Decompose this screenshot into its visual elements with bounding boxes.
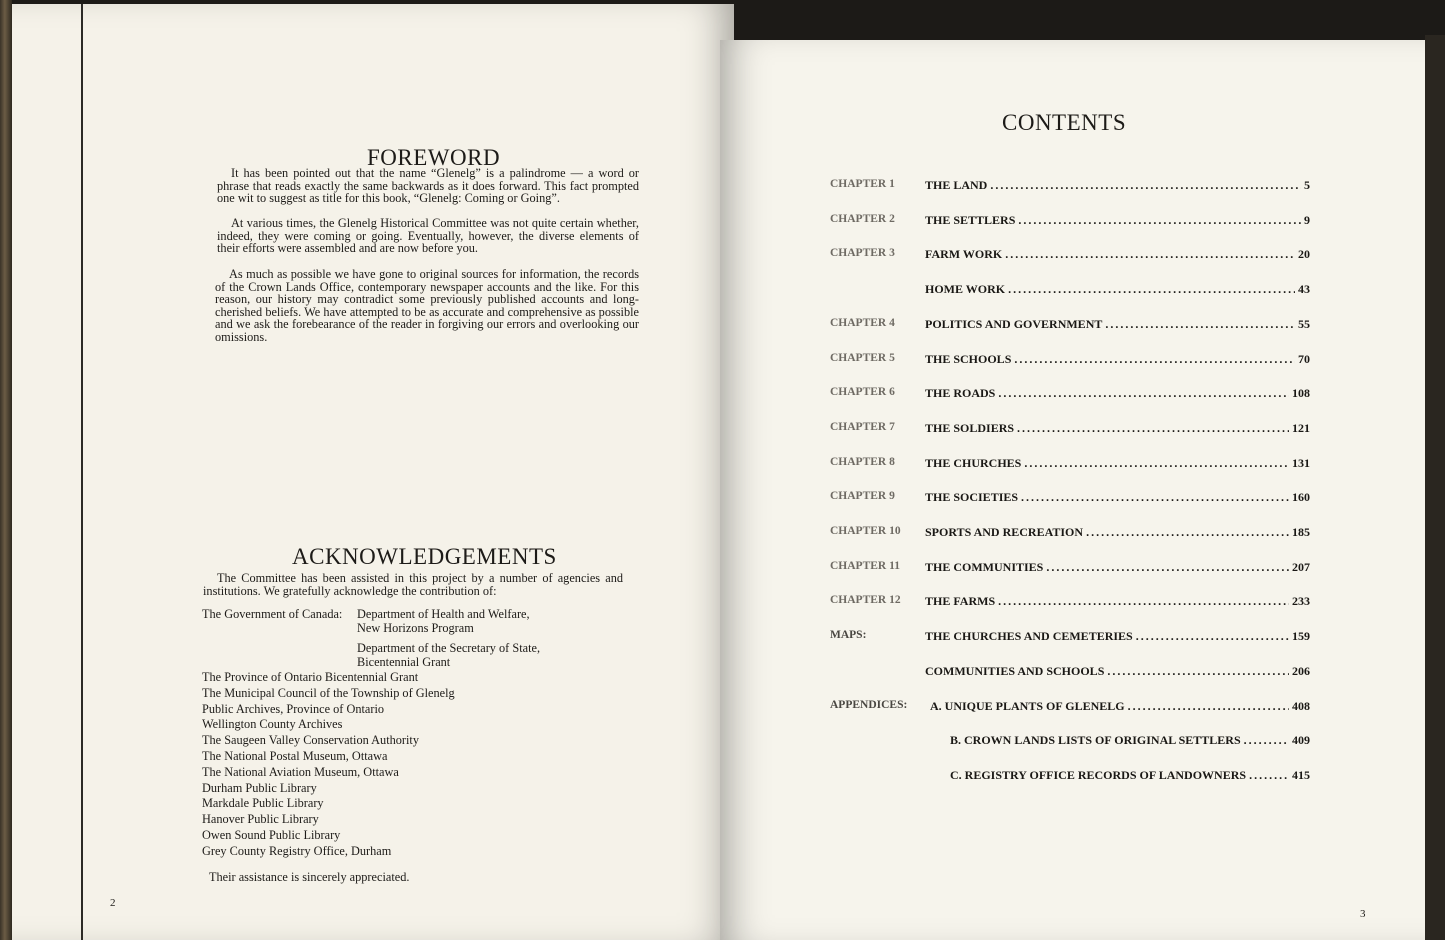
toc-entry-label: CHAPTER 1 (830, 178, 895, 190)
toc-entry-page: 409 (1292, 733, 1310, 748)
toc-entry-label: CHAPTER 6 (830, 386, 895, 399)
toc-entry (830, 699, 1310, 717)
contents-title: CONTENTS (1002, 110, 1127, 135)
government-dept: Department of the Secretary of State, (357, 641, 541, 655)
foreword-paragraph-2: At various times, the Glenelg Historical Committee was not quite certain whether, indeed, they were coming or going. Eventually, however, the diverse elements of their efforts were assembled and are now before you. (217, 216, 639, 255)
toc-entry-label: CHAPTER 4 (830, 316, 895, 329)
toc-entry-page: 415 (1292, 767, 1310, 782)
toc-entry-label: CHAPTER 10 (830, 525, 901, 537)
toc-dot-leader (990, 178, 1301, 193)
toc-entry-page: 206 (1292, 663, 1310, 678)
toc-entry-title: B. CROWN LANDS LISTS OF ORIGINAL SETTLERS (950, 733, 1241, 748)
toc-entry-title: FARM WORK (925, 247, 1003, 262)
toc-dot-leader (1021, 490, 1289, 505)
toc-entry-page: 108 (1292, 386, 1310, 401)
toc-entry (830, 213, 1310, 231)
left-page-number: 2 (110, 897, 116, 909)
toc-dot-leader (1024, 456, 1289, 471)
toc-entry (830, 733, 1310, 751)
toc-dot-leader (1107, 664, 1289, 679)
toc-entry-page: 207 (1292, 559, 1310, 574)
toc-entry-label: CHAPTER 8 (830, 455, 895, 468)
toc-entry (830, 352, 1310, 370)
acknowledgements-title: ACKNOWLEDGEMENTS (292, 544, 557, 569)
government-of-canada-entry (202, 607, 622, 670)
toc-entry-title: C. REGISTRY OFFICE RECORDS OF LANDOWNERS (950, 767, 1247, 782)
government-dept: Department of Health and Welfare, (357, 607, 530, 621)
toc-dot-leader (998, 386, 1289, 401)
toc-entry (830, 664, 1310, 682)
toc-entry (830, 594, 1310, 612)
toc-entry (830, 317, 1310, 335)
toc-entry (830, 178, 1310, 196)
toc-entry (830, 525, 1310, 543)
contributor-item: Markdale Public Library (202, 796, 324, 811)
toc-entry-page: 9 (1304, 212, 1310, 227)
toc-dot-leader (1008, 282, 1295, 297)
toc-entry-label: APPENDICES: (830, 698, 908, 711)
toc-entry-title: THE SOCIETIES (925, 490, 1019, 505)
toc-entry-title: THE COMMUNITIES (925, 559, 1044, 574)
toc-entry-title: COMMUNITIES AND SCHOOLS (925, 663, 1105, 678)
contributor-item: The Saugeen Valley Conservation Authority (202, 733, 419, 748)
toc-entry (830, 560, 1310, 578)
toc-entry (830, 247, 1310, 265)
toc-entry-title: THE SOLDIERS (925, 420, 1015, 435)
toc-entry-title: THE ROADS (925, 386, 996, 401)
toc-dot-leader (1105, 317, 1295, 332)
toc-entry (830, 629, 1310, 647)
toc-entry-page: 5 (1304, 178, 1310, 192)
toc-entry-label: CHAPTER 11 (830, 559, 900, 572)
contributor-item: The National Aviation Museum, Ottawa (202, 764, 399, 779)
toc-dot-leader (1244, 733, 1289, 748)
toc-entry-label: CHAPTER 5 (830, 351, 895, 364)
contributor-item: Public Archives, Province of Ontario (202, 701, 385, 716)
contributor-item: Grey County Registry Office, Durham (202, 843, 392, 858)
toc-dot-leader (1249, 768, 1289, 783)
toc-dot-leader (1017, 421, 1289, 436)
contributor-item: The Municipal Council of the Township of Glenelg (202, 685, 455, 700)
toc-entry-label: CHAPTER 7 (830, 420, 895, 433)
toc-entry-label: CHAPTER 9 (830, 490, 895, 503)
contributor-item: The National Postal Museum, Ottawa (202, 748, 388, 763)
toc-dot-leader (998, 594, 1289, 609)
foreword-paragraph-1: It has been pointed out that the name “Glenelg” is a palindrome — a word or phrase that reads exactly the same backwards as it does forward. This fact prompted one wit to suggest as title for this book, “Glenelg: Coming or Going”. (217, 166, 639, 205)
toc-dot-leader (1014, 352, 1295, 367)
toc-entry-label: CHAPTER 2 (830, 212, 895, 225)
foreword-title: FOREWORD (367, 145, 501, 170)
toc-entry-page: 55 (1298, 316, 1310, 331)
contributor-item: The Province of Ontario Bicentennial Grant (202, 670, 419, 684)
government-dept: Bicentennial Grant (357, 655, 451, 669)
toc-entry-page: 185 (1292, 525, 1310, 539)
toc-entry-title: A. UNIQUE PLANTS OF GLENELG (930, 698, 1125, 713)
government-dept: New Horizons Program (357, 621, 474, 635)
toc-entry (830, 456, 1310, 474)
toc-dot-leader (1086, 525, 1289, 540)
toc-entry-title: THE SETTLERS (925, 212, 1016, 227)
toc-entry-page: 43 (1298, 282, 1310, 297)
toc-entry-page: 121 (1292, 420, 1310, 435)
government-label: The Government of Canada: (202, 607, 343, 621)
toc-entry-page: 131 (1292, 455, 1310, 470)
toc-entry-page: 20 (1298, 247, 1310, 262)
toc-entry (830, 490, 1310, 508)
toc-entry-title: HOME WORK (925, 282, 1006, 297)
right-page-number: 3 (1360, 908, 1366, 920)
contributor-item: Durham Public Library (202, 780, 317, 795)
contributor-item: Wellington County Archives (202, 717, 343, 732)
contributor-item: Hanover Public Library (202, 812, 319, 827)
toc-entry-title: THE SCHOOLS (925, 351, 1012, 366)
toc-entry (830, 768, 1310, 786)
toc-dot-leader (1005, 247, 1295, 262)
toc-entry-title: POLITICS AND GOVERNMENT (925, 316, 1103, 331)
toc-entry-title: THE LAND (925, 178, 988, 192)
toc-entry-page: 159 (1292, 629, 1310, 644)
toc-entry-page: 408 (1292, 698, 1310, 713)
toc-entry-label: CHAPTER 12 (830, 594, 901, 607)
toc-dot-leader (1018, 213, 1301, 228)
toc-entry-title: SPORTS AND RECREATION (925, 525, 1084, 539)
toc-entry-title: THE FARMS (925, 594, 996, 609)
right-page (720, 40, 1425, 940)
toc-dot-leader (1128, 699, 1289, 714)
toc-entry (830, 386, 1310, 404)
toc-entry-page: 160 (1292, 490, 1310, 505)
toc-entry-title: THE CHURCHES AND CEMETERIES (925, 629, 1133, 644)
book-cover-edge (0, 0, 12, 940)
toc-entry-page: 233 (1292, 594, 1310, 609)
contributor-item: Owen Sound Public Library (202, 827, 341, 842)
toc-entry (830, 421, 1310, 439)
acknowledgements-intro: The Committee has been assisted in this project by a number of agencies and institutions. We gratefully acknowledge the contribution of: (203, 571, 623, 598)
book-cover-edge-right (1425, 35, 1445, 940)
toc-entry-label: CHAPTER 3 (830, 247, 895, 260)
toc-dot-leader (1136, 629, 1289, 644)
left-page (12, 4, 734, 940)
foreword-paragraph-3: As much as possible we have gone to original sources for information, the records of the Crown Lands Office, contemporary newspaper accounts and the like. For this reason, our history may contradict some previously published accounts and long-cherished beliefs. We have attempted to be as accurate and comprehensive as possible and we ask the forebearance of the reader in forgiving our errors and overlooking our omissions. (215, 267, 639, 344)
acknowledgements-closing: Their assistance is sincerely appreciated. (209, 870, 410, 884)
toc-entry-title: THE CHURCHES (925, 455, 1022, 470)
page-margin-line (81, 4, 83, 940)
toc-entry (830, 282, 1310, 300)
toc-entry-page: 70 (1298, 351, 1310, 366)
acknowledgements-list (202, 607, 622, 860)
toc-entry-label: MAPS: (830, 629, 867, 642)
toc-dot-leader (1046, 560, 1289, 575)
